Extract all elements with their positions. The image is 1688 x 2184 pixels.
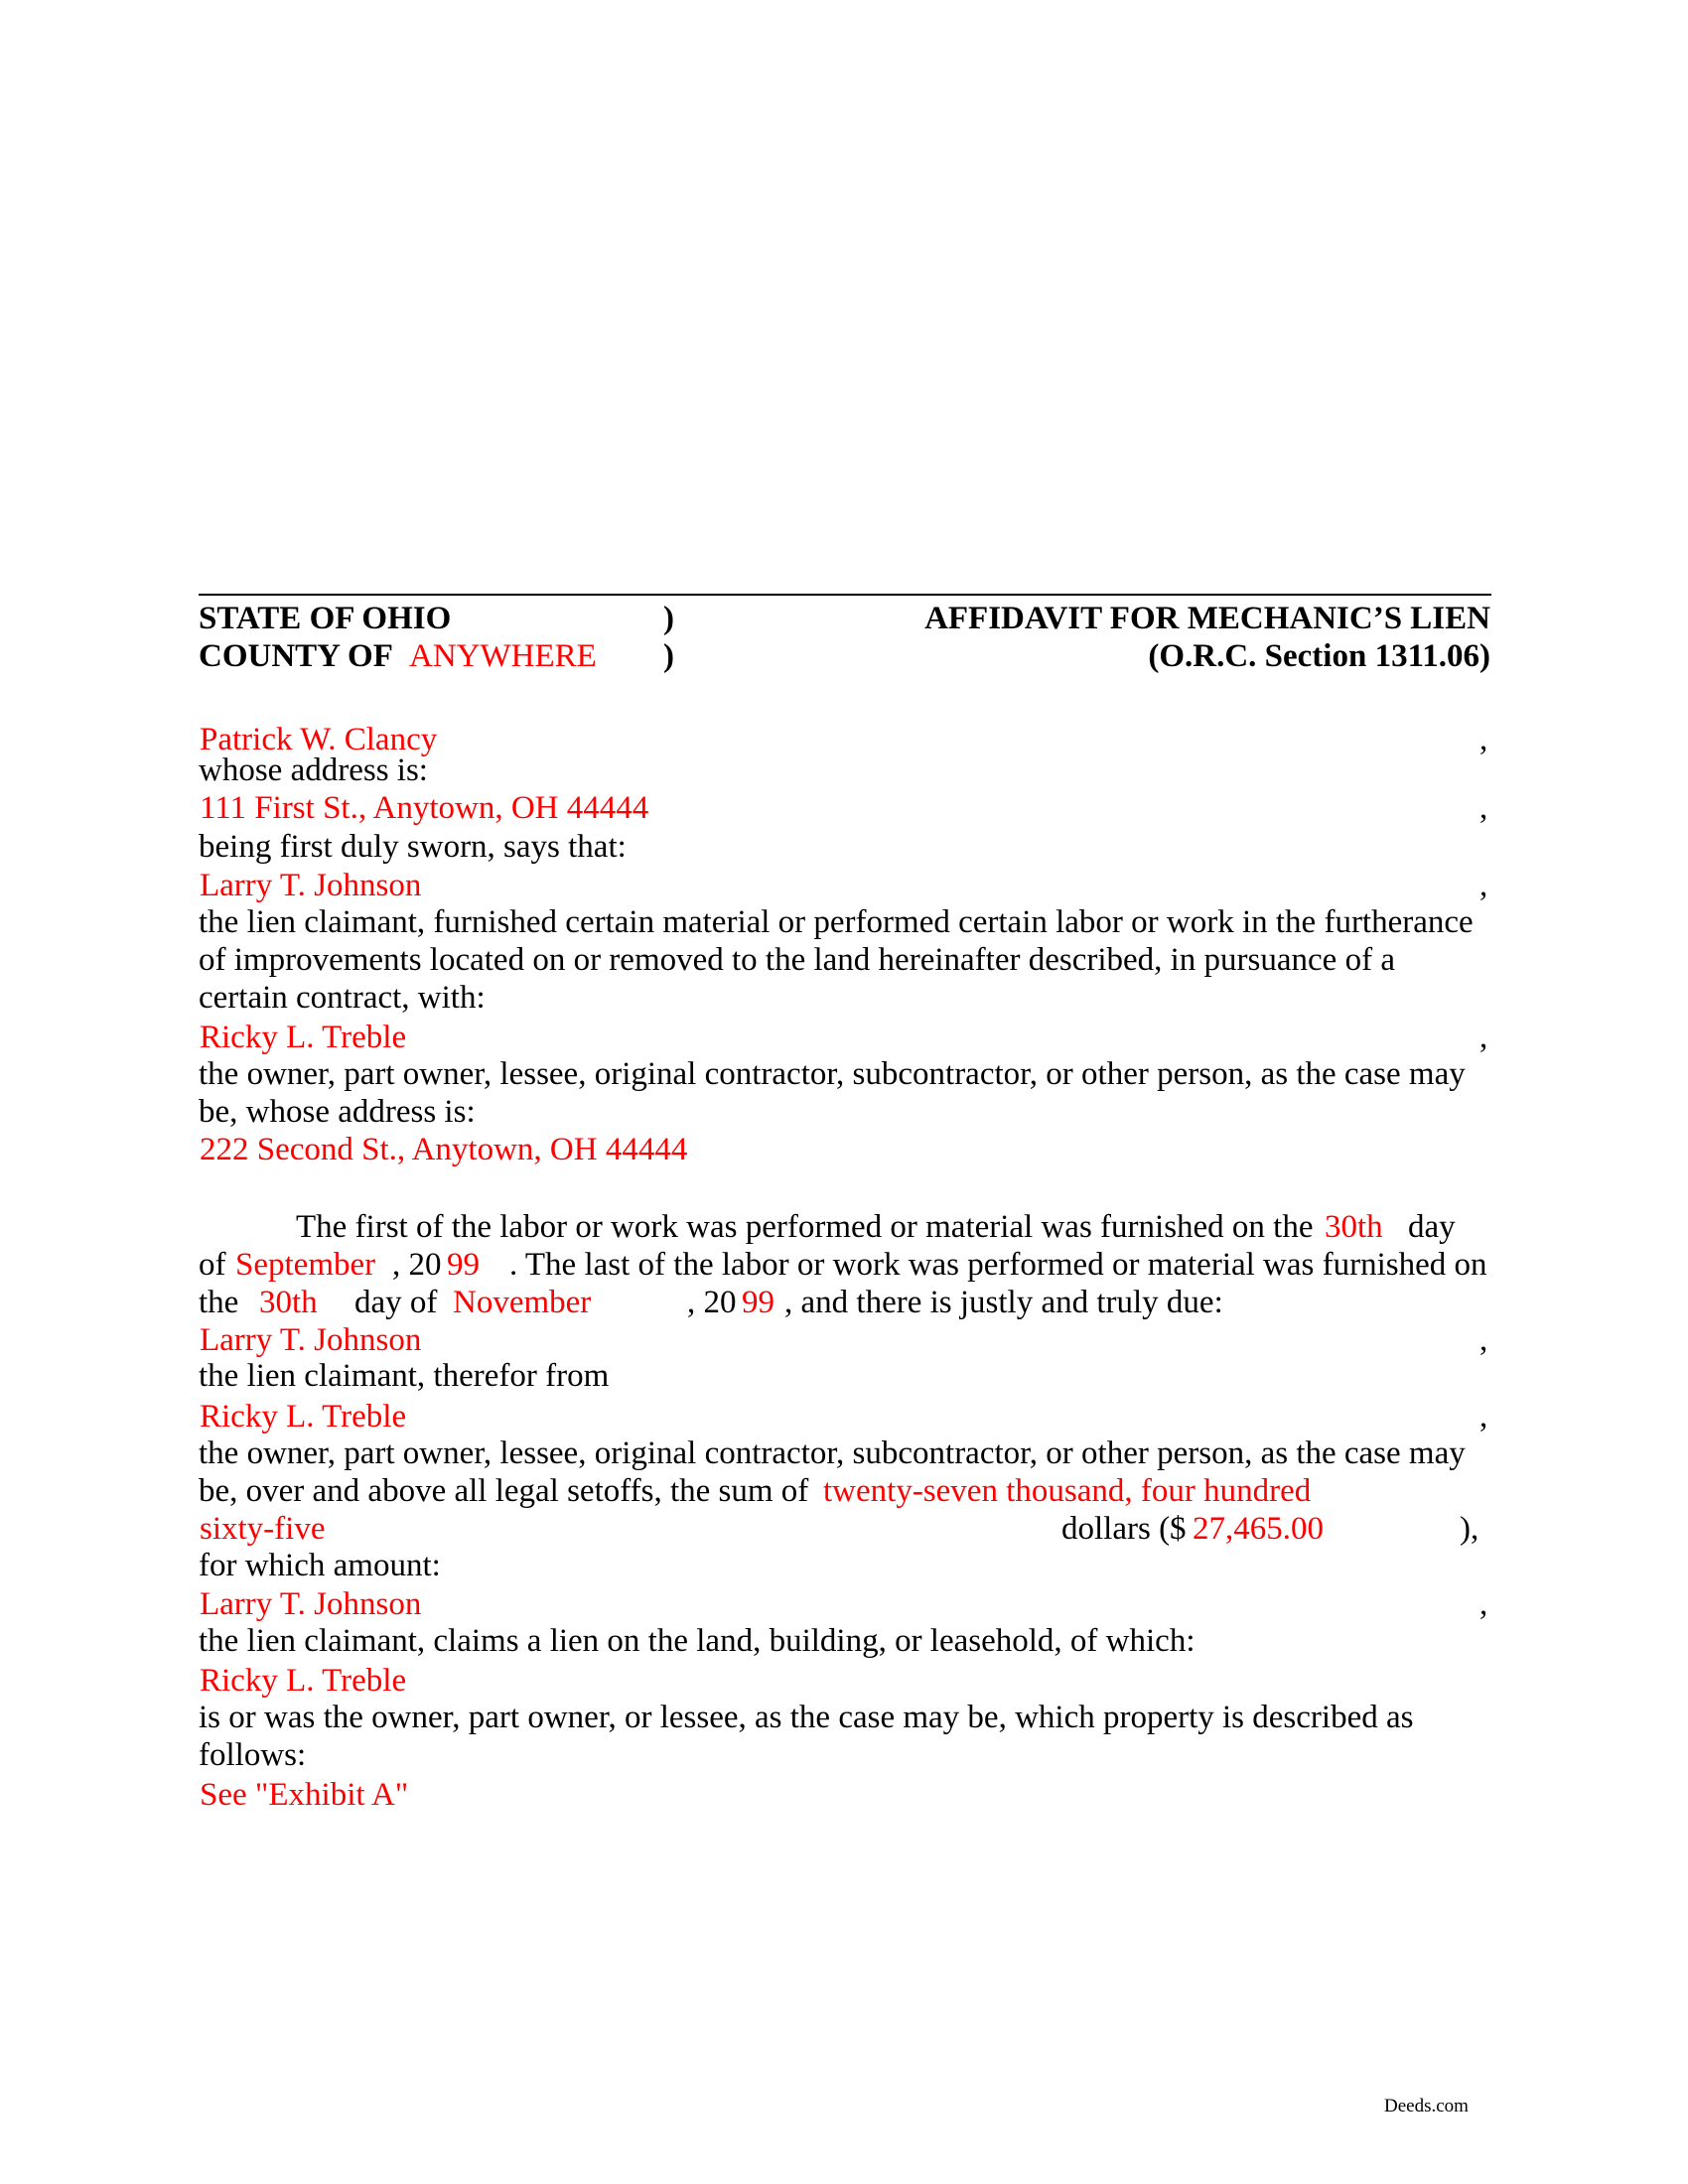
year-prefix: , 20 <box>687 1285 737 1320</box>
comma: , <box>1479 1399 1488 1434</box>
claimant-text-line: certain contract, with: <box>199 980 486 1016</box>
due-claimant-text: the lien claimant, therefor from <box>199 1358 610 1394</box>
of-word: of <box>199 1247 226 1283</box>
claimant-text-line: of improvements located on or removed to the land hereinafter described, in pursuance of a <box>199 942 1395 978</box>
claimant-name: Larry T. Johnson <box>200 868 422 903</box>
footer-brand: Deeds.com <box>1384 2096 1469 2116</box>
year-prefix: , 20 <box>392 1247 442 1283</box>
lien-claimant-name: Larry T. Johnson <box>200 1586 422 1622</box>
lien-owner-name: Ricky L. Treble <box>200 1663 407 1699</box>
dates-text: , and there is justly and truly due: <box>784 1285 1223 1320</box>
comma: , <box>1479 790 1488 826</box>
property-description: See "Exhibit A" <box>200 1777 409 1813</box>
dollars-label: dollars ($ <box>1061 1511 1187 1547</box>
lien-owner-text: follows: <box>199 1737 307 1773</box>
county-label: COUNTY OF <box>199 638 393 674</box>
amount-close-paren: ), <box>1460 1511 1479 1547</box>
lien-owner-text: is or was the owner, part owner, or lessee, as the case may be, which property is described as <box>199 1700 1414 1735</box>
affiant-address: 111 First St., Anytown, OH 44444 <box>200 790 649 826</box>
comma: , <box>1479 1586 1488 1622</box>
dates-text: The first of the labor or work was performed or material was furnished on the <box>296 1209 1314 1245</box>
due-owner-name: Ricky L. Treble <box>200 1399 407 1434</box>
first-month: September <box>235 1247 376 1283</box>
document-title: AFFIDAVIT FOR MECHANIC’S LIEN <box>924 601 1490 636</box>
sworn-statement: being first duly sworn, says that: <box>199 829 627 865</box>
dates-text: . The last of the labor or work was performed or material was furnished on <box>509 1247 1487 1283</box>
comma: , <box>1479 1322 1488 1358</box>
due-claimant-name: Larry T. Johnson <box>200 1322 422 1358</box>
last-year: 99 <box>742 1285 774 1320</box>
amount-words: sixty-five <box>200 1511 326 1547</box>
owner-name: Ricky L. Treble <box>200 1020 407 1055</box>
owner-text-line: be, whose address is: <box>199 1094 476 1130</box>
first-year: 99 <box>447 1247 480 1283</box>
header-rule <box>199 594 1491 596</box>
owner-text-line: the owner, part owner, lessee, original contractor, subcontractor, or other person, as the case may <box>199 1056 1466 1092</box>
owner-address: 222 Second St., Anytown, OH 44444 <box>200 1132 688 1167</box>
for-which-amount: for which amount: <box>199 1548 441 1583</box>
statute-reference: (O.R.C. Section 1311.06) <box>1148 638 1490 674</box>
affiant-name: Patrick W. Clancy <box>200 722 438 757</box>
comma: , <box>1479 1020 1488 1055</box>
claimant-text-line: the lien claimant, furnished certain material or performed certain labor or work in the furtherance <box>199 904 1474 940</box>
last-day: 30th <box>259 1285 318 1320</box>
state-label: STATE OF OHIO <box>199 601 452 636</box>
due-owner-text: the owner, part owner, lessee, original contractor, subcontractor, or other person, as the case may <box>199 1435 1466 1471</box>
venue-paren-2: ) <box>663 638 674 674</box>
comma: , <box>1479 722 1488 757</box>
amount-numeric: 27,465.00 <box>1193 1511 1324 1547</box>
affiant-address-label: whose address is: <box>199 752 428 788</box>
amount-words: twenty-seven thousand, four hundred <box>823 1473 1312 1509</box>
venue-paren-1: ) <box>663 601 674 636</box>
the-word: the <box>199 1285 239 1320</box>
day-word: day <box>1408 1209 1456 1245</box>
day-of: day of <box>354 1285 438 1320</box>
first-day: 30th <box>1325 1209 1383 1245</box>
last-month: November <box>453 1285 592 1320</box>
county-value: ANYWHERE <box>409 638 597 674</box>
comma: , <box>1479 868 1488 903</box>
lien-claim-text: the lien claimant, claims a lien on the land, building, or leasehold, of which: <box>199 1623 1196 1659</box>
due-owner-text: be, over and above all legal setoffs, the sum of <box>199 1473 809 1509</box>
